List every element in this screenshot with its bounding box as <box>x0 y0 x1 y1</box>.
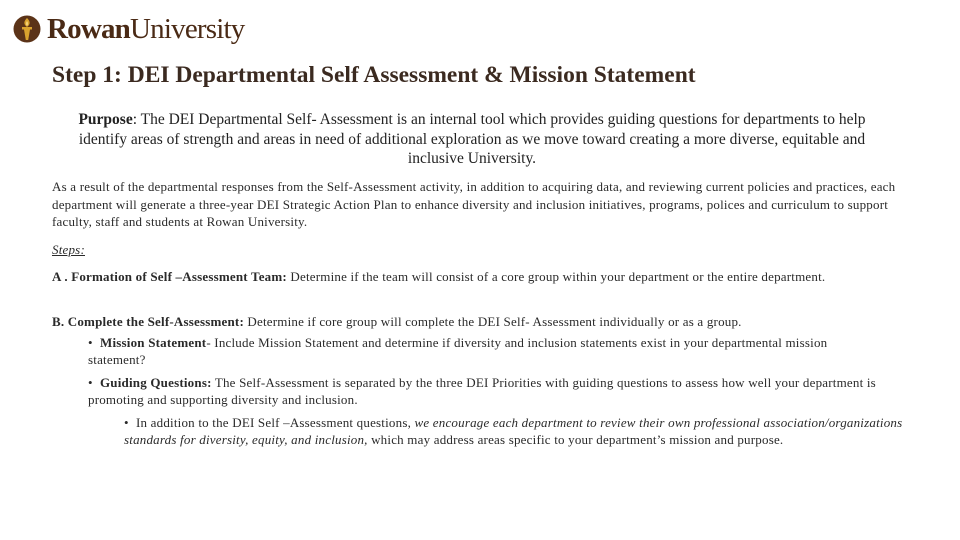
bullet-dot-icon: • <box>88 375 93 390</box>
mission-label: Mission Statement <box>100 335 207 350</box>
step-a-label: A . Formation of Self –Assessment Team: <box>52 269 287 284</box>
bullet-mission-statement <box>88 334 848 368</box>
sub-italic: we encourage each department to review their own professional association/organizations standards for diversity, equity, and inclusion, <box>124 415 903 447</box>
step-b-text: Determine if core group will complete the DEI Self- Assessment individually or as a group. <box>243 314 742 329</box>
step-a <box>52 268 902 286</box>
step-b-label: B. Complete the Self-Assessment: <box>52 314 244 329</box>
guiding-text: The Self-Assessment is separated by the three DEI Priorities with guiding questions to assess how well your department is promoting and supporting diversity and inclusion. <box>88 375 876 407</box>
sub-text-2: which may address areas specific to your department’s mission and purpose. <box>367 432 784 447</box>
rowan-logo <box>12 12 244 46</box>
purpose-label: Purpose <box>78 111 133 128</box>
torch-icon <box>12 13 42 45</box>
logo-wordmark: RowanUniversity <box>47 13 245 45</box>
sub-text-1: In addition to the DEI Self –Assessment questions, <box>136 415 415 430</box>
mission-text: - Include Mission Statement and determine if diversity and inclusion statements exist in your departmental mission statement? <box>88 335 828 367</box>
page-title: Step 1: DEI Departmental Self Assessment & Mission Statement <box>52 62 696 88</box>
purpose-text: : The DEI Departmental Self- Assessment is an internal tool which provides guiding questions for departments to help identify areas of strength and areas in need of additional exploration as we move toward creating a more diverse, equitable and inclusive University. <box>78 111 866 167</box>
bullet-guiding-questions <box>88 374 878 408</box>
step-b <box>52 313 902 331</box>
bullet-dot-icon: • <box>124 415 129 430</box>
bullet-dot-icon: • <box>88 335 93 350</box>
steps-heading: Steps: <box>52 242 85 257</box>
guiding-label: Guiding Questions: <box>100 375 212 390</box>
step-a-text: Determine if the team will consist of a core group within your department or the entire department. <box>286 269 826 284</box>
bullet-sub-standards <box>124 414 904 448</box>
intro-paragraph: As a result of the departmental responses from the Self-Assessment activity, in addition to acquiring data, and reviewing current policies and practices, each department will generate a three-year DEI Strategic Action Plan to enhance diversity and inclusion initiatives, programs, polices and curriculum to support faculty, staff and students at Rowan University. <box>52 179 896 229</box>
purpose-statement <box>66 110 878 169</box>
